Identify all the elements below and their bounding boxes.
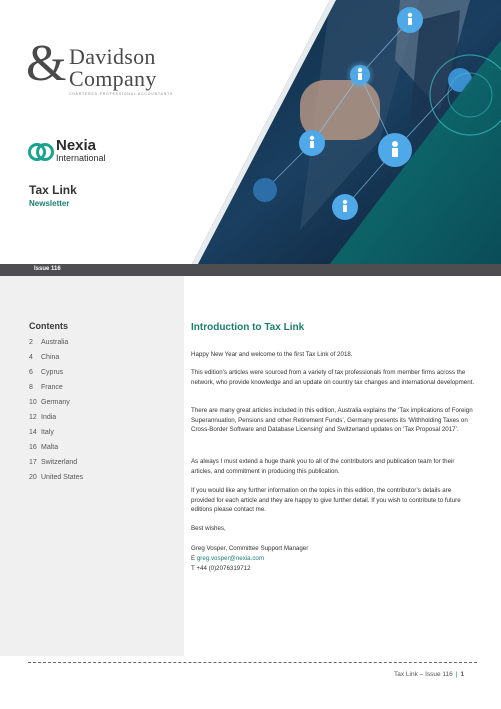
header (0, 0, 501, 264)
page-title: Tax Link (29, 183, 77, 197)
footer-label: Tax Link – Issue 116 (394, 671, 453, 678)
phone-line: T +44 (0)2076319712 (191, 565, 251, 572)
contents-country: Germany (41, 399, 70, 406)
contents-country: Malta (41, 444, 59, 451)
contents-item-australia[interactable] (29, 339, 83, 354)
issue-label: Issue 116 (34, 266, 61, 272)
email-line (191, 554, 476, 564)
contents-country: Switzerland (41, 459, 78, 466)
logo-tagline: CHARTERED PROFESSIONAL ACCOUNTANTS (69, 92, 174, 96)
footer-divider (28, 662, 477, 663)
issue-bar (0, 264, 501, 276)
contents-page-number: 16 (29, 444, 37, 451)
logo-ampersand: & (26, 35, 67, 92)
contents-item-italy[interactable] (29, 429, 83, 444)
contents-page-number: 2 (29, 339, 33, 346)
contents-page-number: 12 (29, 414, 37, 421)
article-title: Introduction to Tax Link (191, 322, 305, 333)
contents-item-united-states[interactable] (29, 474, 83, 489)
contents-item-china[interactable] (29, 354, 83, 369)
nexia-name: Nexia (56, 137, 97, 154)
contents-item-malta[interactable] (29, 444, 83, 459)
contents-country: China (41, 354, 60, 361)
logo-line-2: Company (69, 66, 157, 91)
closing-line: Best wishes, (191, 525, 226, 532)
contents-country: India (41, 414, 57, 421)
contents-item-cyprus[interactable] (29, 369, 83, 384)
contents-item-switzerland[interactable] (29, 459, 83, 474)
contents-page-number: 20 (29, 474, 37, 481)
article-paragraph: There are many great articles included in this edition, Australia explains the ‘Tax implications of Foreign Superannuation, Pensions and other Retirement Funds’, Germany presents its ‘Withholding Taxes on Cross-Border Software and Database Licensing’ and Switzerland updates on ‘Tax Proposal 2017’. (191, 407, 473, 434)
nexia-international-logo (28, 138, 128, 168)
logo-line-1: Davidson (69, 44, 156, 69)
article-paragraph: Happy New Year and welcome to the first Tax Link of 2018. (191, 351, 353, 358)
contents-country: Italy (41, 429, 54, 436)
contents-item-germany[interactable] (29, 399, 83, 414)
contents-sidebar (0, 276, 184, 656)
article-paragraph: If you would like any further information on the topics in this edition, the contributor’s details are provided for each article and they are happy to give further detail. If you wish to contribute to future editions please contact me. (191, 487, 461, 514)
contents-title: Contents (29, 321, 68, 331)
contents-item-france[interactable] (29, 384, 83, 399)
contents-country: Australia (41, 339, 69, 346)
contents-list (29, 339, 83, 489)
nexia-mark-icon (28, 140, 54, 164)
contents-page-number: 17 (29, 459, 37, 466)
footer-separator: | (455, 671, 458, 678)
contents-page-number: 4 (29, 354, 33, 361)
page-number: 1 (460, 671, 465, 678)
signature-line: Greg Vosper, Committee Support Manager (191, 545, 309, 552)
contents-page-number: 10 (29, 399, 37, 406)
contents-country: France (41, 384, 63, 391)
davidson-company-logo (26, 35, 186, 102)
article-paragraph: As always I must extend a huge thank you to all of the contributors and publication team for their articles, and commitment in producing this publication. (191, 458, 455, 475)
page-subtitle: Newsletter (29, 199, 70, 208)
email-label: E (191, 555, 197, 562)
email-link[interactable]: greg.vosper@nexia.com (196, 555, 265, 562)
contents-item-india[interactable] (29, 414, 83, 429)
nexia-sub: International (56, 153, 106, 163)
contents-country: Cyprus (41, 369, 64, 376)
contents-page-number: 14 (29, 429, 37, 436)
hero-image (0, 0, 501, 264)
article-paragraph: This edition’s articles were sourced from a variety of tax professionals from member firms across the network, who provide knowledge and an update on country tax changes and international development. (191, 369, 475, 386)
contents-page-number: 8 (29, 384, 33, 391)
contents-country: United States (41, 474, 84, 481)
contents-page-number: 6 (29, 369, 33, 376)
footer (394, 671, 464, 678)
